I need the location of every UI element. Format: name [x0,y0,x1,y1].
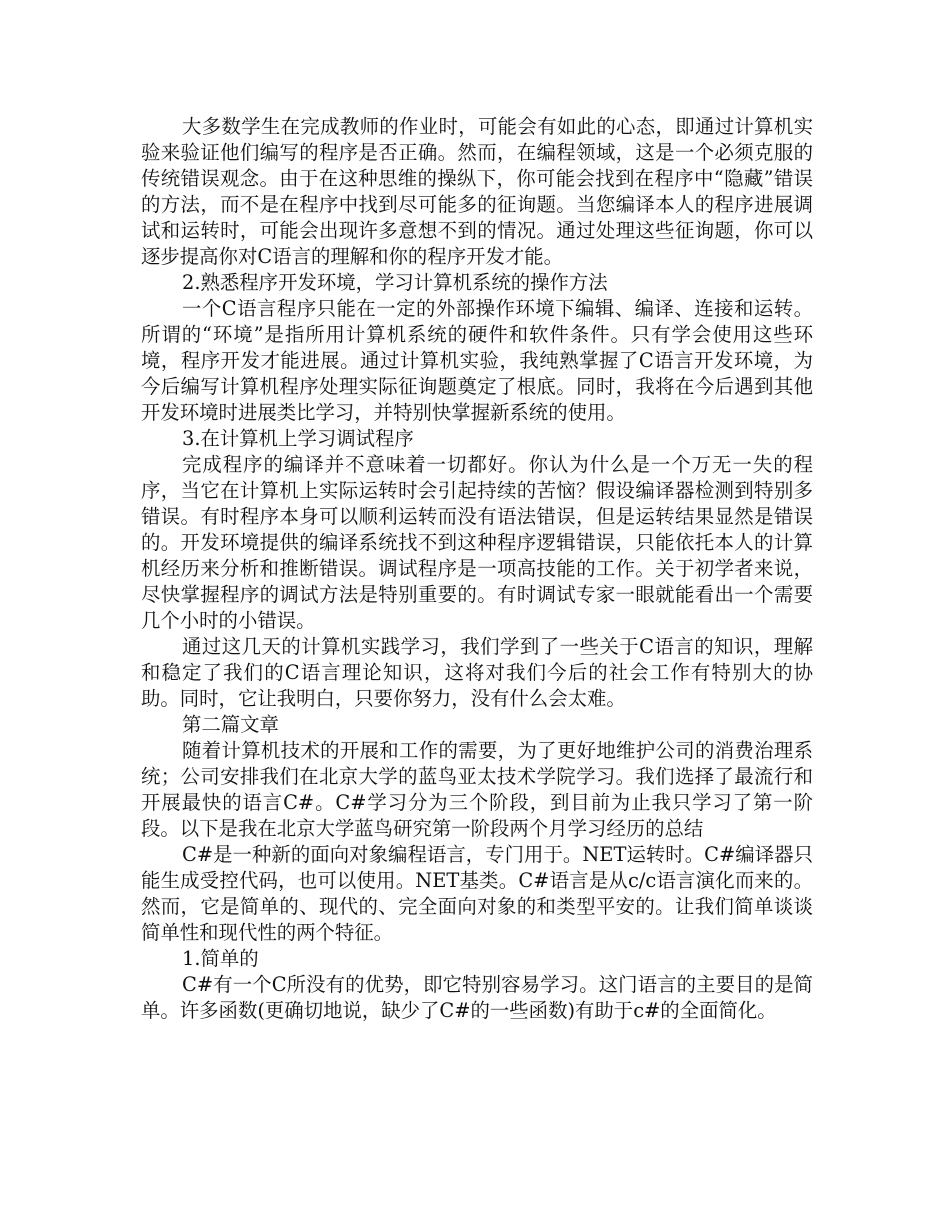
paragraph: C#有一个C所没有的优势，即它特别容易学习。这门语言的主要目的是简单。许多函数(更确切地说，缺少了C#的一些函数)有助于c#的全面简化。 [141,973,813,1022]
paragraph: 一个C语言程序只能在一定的外部操作环境下编辑、编译、连接和运转。所谓的“环境”是指所用计算机系统的硬件和软件条件。只有学会使用这些环境，程序开发才能进展。通过计算机实验，我纯熟掌握了C语言开发环境，为今后编写计算机程序处理实际征询题奠定了根底。同时，我将在今后遇到其他开发环境时进展类比学习，并特别快掌握新系统的使用。 [141,297,813,424]
paragraph: C#是一种新的面向对象编程语言，专门用于。NET运转时。C#编译器只能生成受控代码，也可以使用。NET基类。C#语言是从c/c语言演化而来的。然而，它是简单的、现代的、完全面向对象的和类型平安的。让我们简单谈谈简单性和现代性的两个特征。 [141,843,813,944]
paragraph: 大多数学生在完成教师的作业时，可能会有如此的心态，即通过计算机实验来验证他们编写的程序是否正确。然而，在编程领域，这是一个必须克服的传统错误观念。由于在这种思维的操纵下，你可能会找到在程序中“隐藏”错误的方法，而不是在程序中找到尽可能多的征询题。当您编译本人的程序进展调试和运转时，可能会出现许多意想不到的情况。通过处理这些征询题，你可以逐步提高你对C语言的理解和你的程序开发才能。 [141,115,813,268]
paragraph: 随着计算机技术的开展和工作的需要，为了更好地维护公司的消费治理系统；公司安排我们在北京大学的蓝鸟亚太技术学院学习。我们选择了最流行和开展最快的语言C#。C#学习分为三个阶段，到目前为止我只学习了第一阶段。以下是我在北京大学蓝鸟研究第一阶段两个月学习经历的总结 [141,739,813,840]
paragraph: 完成程序的编译并不意味着一切都好。你认为什么是一个万无一失的程序，当它在计算机上实际运转时会引起持续的苦恼？假设编译器检测到特别多错误。有时程序本身可以顺利运转而没有语法错误，但是运转结果显然是错误的。开发环境提供的编译系统找不到这种程序逻辑错误，只能依托本人的计算机经历来分析和推断错误。调试程序是一项高技能的工作。关于初学者来说，尽快掌握程序的调试方法是特别重要的。有时调试专家一眼就能看出一个需要几个小时的小错误。 [141,453,813,632]
paragraph: 通过这几天的计算机实践学习，我们学到了一些关于C语言的知识，理解和稳定了我们的C语言理论知识，这将对我们今后的社会工作有特别大的协助。同时，它让我明白，只要你努力，没有什么会太难。 [141,635,813,710]
section-heading: 3.在计算机上学习调试程序 [182,427,414,450]
section-heading: 2.熟悉程序开发环境，学习计算机系统的操作方法 [182,271,608,294]
article-heading: 第二篇文章 [182,713,279,736]
section-heading: 1.简单的 [182,947,259,970]
document-body [141,114,813,1024]
